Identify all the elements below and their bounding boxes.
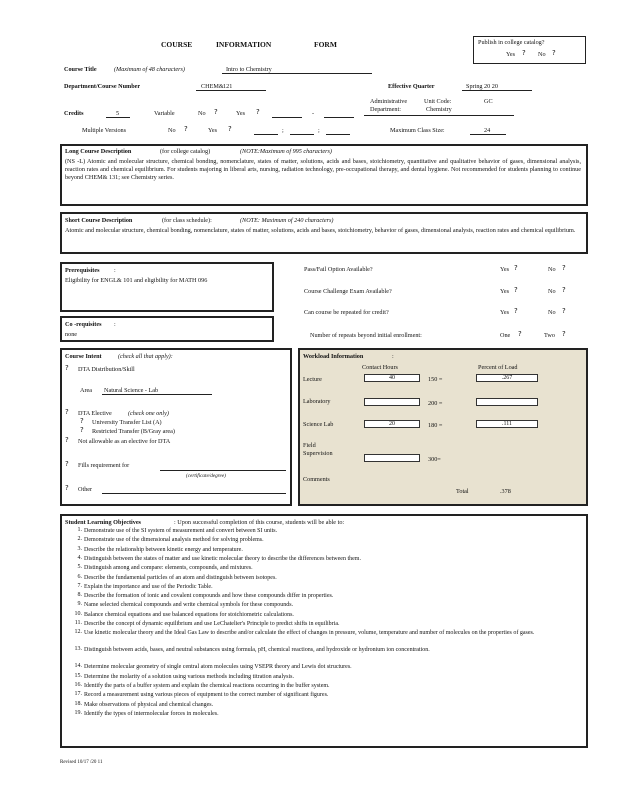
objective-item[interactable]: Describe the fundamental particles of an atom and distinguish between isotopes. <box>84 574 277 581</box>
objective-item[interactable]: Distinguish between acids, bases, and neutral substances using formula, pH, chemical reactions, and hydroxide or hydronium ion concentration. <box>84 647 430 654</box>
challenge-label: Course Challenge Exam Available? <box>304 288 392 295</box>
objective-number: 17. <box>74 691 82 698</box>
prerequisites-box <box>60 262 274 312</box>
rtl-checkbox[interactable]: ? <box>80 426 84 434</box>
variable-no-label: No <box>198 110 206 117</box>
objectives-intro: : Upon successful completion of this course, students will be able to: <box>174 519 345 526</box>
title-information: INFORMATION <box>216 40 272 49</box>
area-label: Area <box>80 387 93 394</box>
dta-elective-label: DTA Elective <box>78 410 112 417</box>
credits-label: Credits <box>64 110 84 117</box>
credits-value[interactable]: 5 <box>116 110 120 117</box>
repeat-yes-label: Yes <box>500 309 510 316</box>
dept-value[interactable]: CHEM& <box>201 83 224 90</box>
credits-underline <box>106 117 130 118</box>
max-class-value[interactable]: 24 <box>484 127 491 134</box>
revised-date: Revised 10/17 /20 11 <box>60 760 103 765</box>
objective-item[interactable]: Describe the concept of dynamic equilibrium and use LeChatelier's Principle to predict shifts in equilibria. <box>84 621 340 627</box>
area-value[interactable]: Natural Science - Lab <box>104 387 159 394</box>
challenge-yes-label: Yes <box>500 288 510 295</box>
other-underline[interactable] <box>102 493 286 494</box>
fills-underline[interactable] <box>160 470 286 471</box>
variable-yes-label: Yes <box>236 110 246 117</box>
field-supervision-divisor: 300= <box>428 456 441 463</box>
short-desc-text[interactable]: Atomic and molecular structure, chemical bonding, nomenclature, states of matter, solutions, acids and bases, stoichiometry, behavior of gases, dimensional analysis, reaction rates and chemical equilibrium. <box>65 227 576 234</box>
passfail-yes-checkbox[interactable]: ? <box>514 264 518 272</box>
not-allowable-label: Not allowable as an elective for DTA <box>78 438 171 445</box>
comments-label: Comments <box>303 476 330 483</box>
semicolon-2: ; <box>318 127 320 134</box>
multiple-no-label: No <box>168 127 176 134</box>
lecture-label: Lecture <box>303 376 322 383</box>
laboratory-hours-field[interactable] <box>364 398 420 406</box>
effective-underline <box>462 90 532 91</box>
semicolon-1: ; <box>282 127 284 134</box>
objective-number: 12. <box>74 629 82 636</box>
long-desc-max-note: (NOTE:Maximum of 995 characters) <box>240 148 332 155</box>
passfail-yes-label: Yes <box>500 266 510 273</box>
short-desc-max-note: (NOTE: Maximum of 240 characters) <box>240 217 334 224</box>
objective-item[interactable]: Identify the parts of a buffer system and explain the chemical reactions occurring in the buffer system. <box>84 682 330 689</box>
dept-label: Department/Course Number <box>64 83 141 90</box>
dta-elective-checkbox[interactable]: ? <box>65 408 69 416</box>
variable-yes-checkbox[interactable]: ? <box>256 108 260 116</box>
objective-number: 14. <box>74 663 82 670</box>
admin-dept-value[interactable]: Chemistry <box>426 106 452 113</box>
other-label: Other <box>78 486 93 493</box>
utl-label: University Transfer List (A) <box>92 419 162 426</box>
dta-label: DTA Distribution/Skill <box>78 366 135 373</box>
objective-item[interactable]: Describe the relationship between kinetic energy and temperature. <box>84 546 243 553</box>
objective-number: 2. <box>77 536 82 543</box>
effective-value[interactable]: Spring 20 20 <box>466 83 498 90</box>
workload-box <box>298 348 588 506</box>
prereq-colon: : <box>114 267 116 274</box>
lecture-divisor: 150 = <box>428 376 443 383</box>
objective-item[interactable]: Name selected chemical compounds and write chemical symbols for these compounds. <box>84 602 294 609</box>
admin-underline <box>364 115 514 116</box>
objective-item[interactable]: Distinguish among and compare: elements, compounds, and mixtures. <box>84 565 253 572</box>
total-value[interactable]: .378 <box>500 488 511 495</box>
objective-number: 7. <box>77 582 82 589</box>
dta-one-only-note: (check one only) <box>128 410 169 417</box>
repeat-no-label: No <box>548 309 556 316</box>
objective-item[interactable]: Demonstrate use of the SI system of measurement and convert between SI units. <box>84 528 278 534</box>
multiple-field-1[interactable] <box>254 134 278 135</box>
intent-check-note: (check all that apply): <box>118 353 173 360</box>
objective-number: 9. <box>77 601 82 608</box>
course-title-value[interactable]: Intro to Chemistry <box>226 66 272 73</box>
coreq-label: Co -requisites <box>65 321 102 328</box>
course-title-note: (Maximum of 48 characters) <box>114 66 185 73</box>
laboratory-label: Laboratory <box>303 398 331 405</box>
laboratory-percent-field[interactable] <box>476 398 538 406</box>
challenge-yes-checkbox[interactable]: ? <box>514 286 518 294</box>
objective-number: 5. <box>77 564 82 571</box>
publish-yes-checkbox[interactable]: ? <box>522 49 526 57</box>
not-allowable-checkbox[interactable]: ? <box>65 436 69 444</box>
dta-checkbox[interactable]: ? <box>65 364 69 372</box>
variable-min-field[interactable] <box>272 117 302 118</box>
objective-number: 16. <box>74 681 82 688</box>
objective-number: 8. <box>77 592 82 599</box>
science-lab-divisor: 180 = <box>428 422 443 429</box>
prereq-label: Prerequisites <box>65 267 100 274</box>
repeat-label: Can course be repeated for credit? <box>304 309 389 316</box>
title-course: COURSE <box>161 40 193 49</box>
publish-no-label: No <box>538 51 546 58</box>
long-desc-label: Long Course Description <box>65 148 132 155</box>
objective-item[interactable]: Determine the molarity of a solution using various methods including titration analysis. <box>84 673 294 680</box>
objectives-label: Student Learning Objectives <box>65 519 141 526</box>
multiple-yes-label: Yes <box>208 127 218 134</box>
workload-label: Workload Information <box>303 353 364 360</box>
short-desc-schedule-note: (for class schedule): <box>162 217 212 224</box>
utl-checkbox[interactable]: ? <box>80 417 84 425</box>
passfail-no-label: No <box>548 266 556 273</box>
variable-max-field[interactable] <box>324 117 354 118</box>
objective-number: 10. <box>74 610 82 617</box>
multiple-versions-label: Multiple Versions <box>82 127 127 134</box>
objective-item[interactable]: Use kinetic molecular theory and the Ideal Gas Law to describe and/or calculate the effect of changes in pressure, volume, temperature and number of molecules on the properties of gases. <box>84 630 535 637</box>
max-class-underline <box>470 134 506 135</box>
objective-number: 13. <box>74 646 82 653</box>
objective-item[interactable]: Record a measurement using various pieces of equipment to the correct number of significant figures. <box>84 692 329 699</box>
publish-no-checkbox[interactable]: ? <box>552 49 556 57</box>
challenge-no-checkbox[interactable]: ? <box>562 286 566 294</box>
fills-label: Fills requirement for <box>78 462 130 469</box>
science-lab-percent-field[interactable]: .111 <box>476 420 538 428</box>
objective-number: 4. <box>77 554 82 561</box>
coreq-value[interactable]: none <box>65 331 78 338</box>
corequisites-box <box>60 316 274 342</box>
objective-number: 11. <box>74 620 82 626</box>
multiple-yes-checkbox[interactable]: ? <box>228 125 232 133</box>
science-lab-hours-field[interactable]: 20 <box>364 420 420 428</box>
short-description-box <box>60 212 588 254</box>
objective-item[interactable]: Make observations of physical and chemical changes. <box>84 701 214 708</box>
field-supervision-hours-field[interactable] <box>364 454 420 462</box>
multiple-no-checkbox[interactable]: ? <box>184 125 188 133</box>
total-label: Total <box>456 488 469 495</box>
course-number-value[interactable]: 121 <box>223 83 233 90</box>
objective-item[interactable]: Determine molecular geometry of single central atom molecules using VSEPR theory and Lewis dot structures. <box>84 664 352 671</box>
max-class-label: Maximum Class Size: <box>390 127 445 134</box>
workload-colon: : <box>392 353 394 360</box>
repeats-two-label: Two <box>544 332 555 339</box>
objective-item[interactable]: Balance chemical equations and use balanced equations for stoichiometric calculations. <box>84 611 294 618</box>
passfail-no-checkbox[interactable]: ? <box>562 264 566 272</box>
repeat-yes-checkbox[interactable]: ? <box>514 307 518 315</box>
course-title-underline <box>222 73 372 74</box>
repeat-no-checkbox[interactable]: ? <box>562 307 566 315</box>
objective-number: 3. <box>77 545 82 552</box>
repeats-count-label: Number of repeats beyond initial enrollment: <box>310 332 422 339</box>
objective-number: 18. <box>74 700 82 707</box>
multiple-field-2[interactable] <box>290 134 314 135</box>
course-title-label: Course Title <box>64 66 97 73</box>
repeats-one-label: One <box>500 332 511 339</box>
long-description-box <box>60 144 588 206</box>
challenge-no-label: No <box>548 288 556 295</box>
rtl-label: Restricted Transfer (B/Gray area) <box>92 428 175 435</box>
cert-note: (certificate/degree) <box>186 473 226 479</box>
short-desc-label: Short Course Description <box>65 217 133 224</box>
title-form: FORM <box>314 40 337 49</box>
publish-yes-label: Yes <box>506 51 516 58</box>
multiple-field-3[interactable] <box>326 134 350 135</box>
objective-item[interactable]: Identify the types of intermolecular forces in molecules. <box>84 710 219 717</box>
repeats-two-checkbox[interactable]: ? <box>562 330 566 338</box>
course-intent-box <box>60 348 292 506</box>
objective-number: 15. <box>74 672 82 679</box>
unit-code-value[interactable]: GC <box>484 98 493 105</box>
lecture-percent-field[interactable]: .267 <box>476 374 538 382</box>
science-lab-label: Science Lab <box>303 421 334 428</box>
objective-item[interactable]: Demonstrate use of the dimensional analysis method for solving problems. <box>84 537 264 544</box>
variable-dash: - <box>312 110 315 117</box>
objective-item[interactable]: Explain the importance and use of the Periodic Table. <box>84 583 213 590</box>
dept-underline <box>196 90 266 91</box>
contact-hours-header: Contact Hours <box>362 364 398 371</box>
objective-item[interactable]: Distinguish between the states of matter and use kinetic molecular theory to describe the differences between them. <box>84 555 361 562</box>
other-checkbox[interactable]: ? <box>65 484 69 492</box>
objective-number: 1. <box>77 527 82 533</box>
fills-checkbox[interactable]: ? <box>65 460 69 468</box>
area-underline <box>102 394 212 395</box>
repeats-one-checkbox[interactable]: ? <box>518 330 522 338</box>
intent-label: Course Intent <box>65 353 102 360</box>
admin-dept-label: Administrative Department: <box>370 98 408 113</box>
lecture-hours-field[interactable]: 40 <box>364 374 420 382</box>
prereq-text[interactable]: Eligibility for ENGL& 101 and eligibility for MATH 096 <box>65 277 208 284</box>
unit-code-label: Unit Code: <box>424 98 452 105</box>
percent-load-header: Percent of Load <box>478 364 518 371</box>
coreq-colon: : <box>114 321 116 328</box>
passfail-label: Pass/Fail Option Available? <box>304 266 373 273</box>
laboratory-divisor: 200 = <box>428 400 443 407</box>
objective-number: 6. <box>77 573 82 580</box>
long-desc-catalog-note: (for college catalog) <box>160 148 211 155</box>
variable-label: Variable <box>154 110 175 117</box>
publish-box <box>473 36 586 64</box>
field-supervision-label: Field Supervision <box>303 442 333 458</box>
publish-label: Publish in college catalog? <box>478 39 545 46</box>
effective-label: Effective Quarter <box>388 83 435 90</box>
objective-number: 19. <box>74 709 82 716</box>
variable-no-checkbox[interactable]: ? <box>214 108 218 116</box>
long-desc-text[interactable]: (NS -L) Atomic and molecular structure, chemical bonding, nomenclature, states of matter, solutions, acids and bases, stoichiometry, quantitative and qualitative behavior of gases, dimensional analysis, reaction rates and chemical equilibrium. For students majoring in liberal arts, nursing, radiation technology, pre-occupational therapy, and dental hygiene. Not recommended for students planning to continue beyond CHEM& 131; see Chemistry series. <box>65 158 581 182</box>
objective-item[interactable]: Describe the formation of ionic and covalent compounds and how these compounds differ in properties. <box>84 593 334 600</box>
